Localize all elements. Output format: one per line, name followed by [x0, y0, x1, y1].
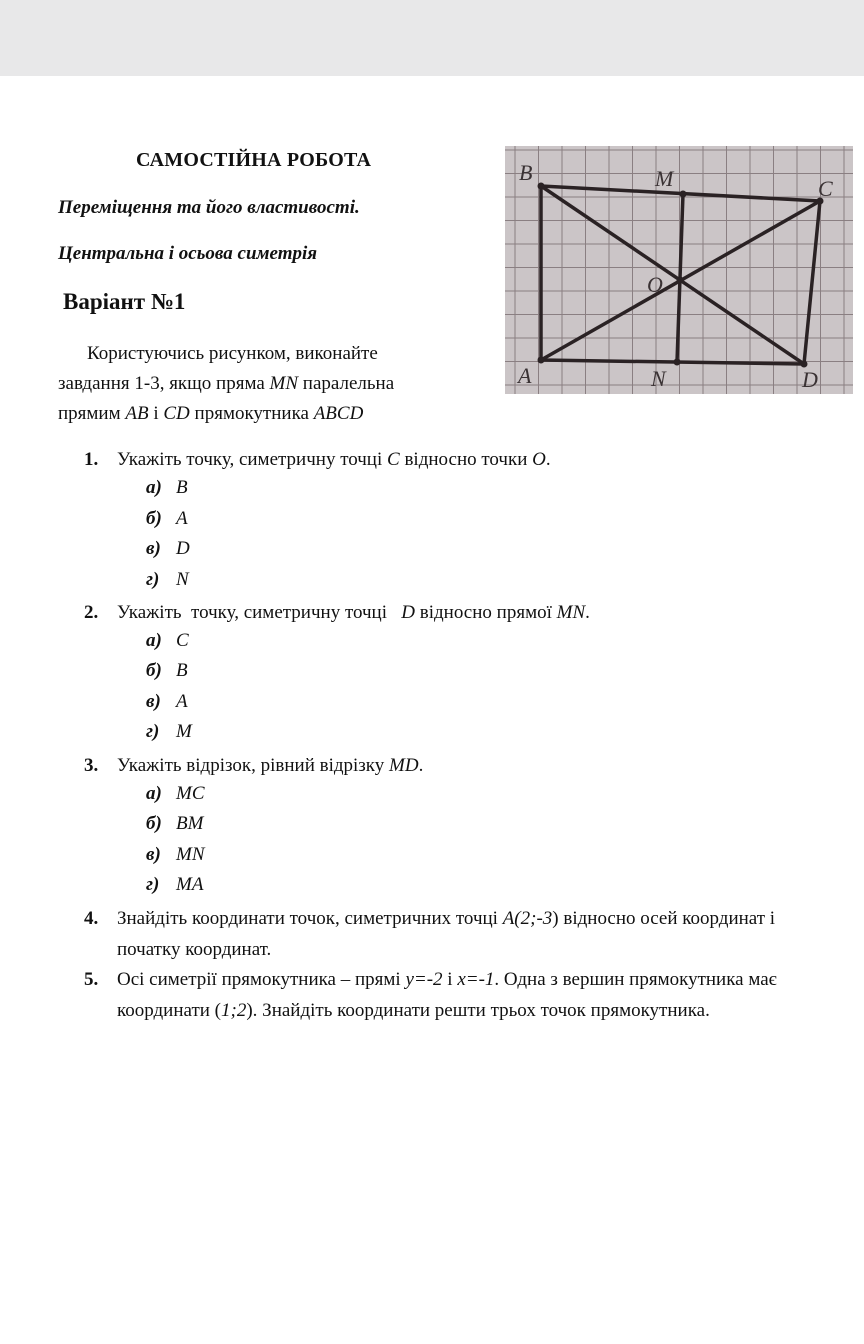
- answer-option: б) B: [146, 660, 188, 681]
- answer-option: а) C: [146, 630, 189, 651]
- task-text: Укажіть точку, симетричну точці C відносно точки O.: [117, 449, 551, 470]
- answer-option: б) BM: [146, 813, 204, 834]
- label-a: A: [518, 363, 532, 388]
- point-b: [538, 183, 545, 190]
- answer-option: г) MA: [146, 874, 204, 895]
- task-number: 1.: [84, 449, 99, 470]
- point-o: [677, 277, 684, 284]
- task-number: 3.: [84, 755, 99, 776]
- task-2: [84, 597, 824, 628]
- task-text: Укажіть відрізок, рівний відрізку MD.: [117, 755, 424, 776]
- answer-option: а) B: [146, 477, 188, 498]
- task-text: Укажіть точку, симетричну точці D відносно прямої MN.: [117, 602, 590, 623]
- task-3: [84, 750, 824, 781]
- answer-option: б) A: [146, 508, 188, 529]
- task-5: [84, 964, 824, 1026]
- intro-paragraph: [58, 339, 478, 429]
- task-number: 5.: [84, 969, 99, 990]
- intro-line-2: завдання 1-3, якщо пряма MN паралельна: [58, 373, 395, 394]
- task-4: [84, 903, 824, 965]
- answer-option: в) A: [146, 691, 188, 712]
- task-number: 4.: [84, 908, 99, 929]
- point-m: [680, 191, 687, 198]
- answer-option: г) M: [146, 721, 192, 742]
- answer-option: в) MN: [146, 844, 205, 865]
- answer-option: г) N: [146, 569, 189, 590]
- task-text: Осі симетрії прямокутника – прямі y=-2 і x=-1. Одна з вершин прямокутника має координати (1;2). Знайдіть координати решти трьох точок прямокутника.: [117, 969, 777, 1021]
- point-a: [538, 357, 545, 364]
- label-b: B: [519, 160, 533, 185]
- label-d: D: [802, 367, 818, 392]
- page-title: САМОСТІЙНА РОБОТА: [136, 149, 372, 171]
- task-text: Знайдіть координати точок, симетричних точці A(2;-3) відносно осей координат і початку координат.: [117, 908, 776, 960]
- rectangle-figure: [505, 146, 853, 394]
- label-n: N: [651, 366, 666, 391]
- worksheet-page: [0, 76, 864, 1344]
- label-o: O: [647, 272, 663, 297]
- point-n: [674, 359, 681, 366]
- viewer-top-bar: [0, 0, 864, 76]
- answer-option: в) D: [146, 538, 190, 559]
- intro-line-1: Користуючись рисунком, виконайте: [87, 343, 378, 364]
- intro-line-3: прямим AB і CD прямокутника ABCD: [58, 403, 364, 424]
- topic-subtitle-2: Центральна і осьова симетрія: [58, 243, 318, 264]
- task-number: 2.: [84, 602, 99, 623]
- task-1: [84, 444, 824, 475]
- rectangle-diagram: [505, 146, 853, 394]
- answer-option: а) MC: [146, 783, 205, 804]
- label-m: M: [655, 166, 674, 191]
- topic-subtitle: Переміщення та його властивості.: [58, 197, 360, 218]
- variant-heading: Варіант №1: [63, 289, 186, 314]
- label-c: C: [818, 176, 833, 201]
